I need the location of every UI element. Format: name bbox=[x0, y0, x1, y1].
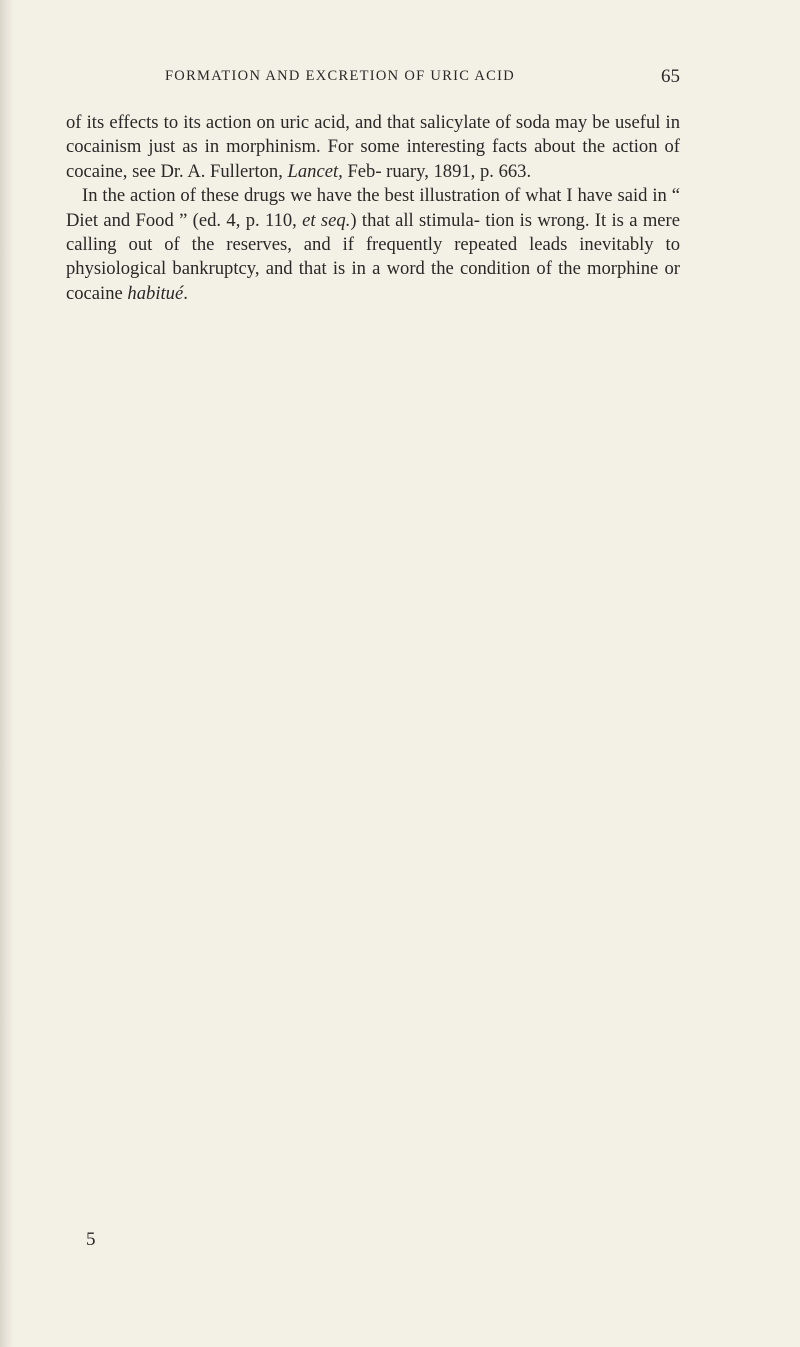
signature-mark: 5 bbox=[86, 1229, 96, 1250]
paragraph-2-text-2: ) that all stimula- tion is wrong. It is a mere calling out of the reserves, and if frequently repeated leads inevitably to physiological bankruptcy, and that is in a word the condition of the morphine or cocaine bbox=[66, 209, 680, 304]
latin-et-seq: et seq. bbox=[302, 209, 351, 231]
running-header bbox=[60, 66, 680, 88]
citation-journal-lancet: Lancet, bbox=[287, 160, 343, 182]
paragraph-1 bbox=[66, 111, 680, 184]
running-title: FORMATION AND EXCRETION OF URIC ACID bbox=[164, 68, 516, 84]
paragraph-2-text-1: In the action of these drugs we have the best illustration of what I have said in “ Diet and Food ” (ed. 4, p. 110, bbox=[66, 185, 680, 231]
paragraph-1-text-2: Feb- ruary, 1891, p. 663. bbox=[342, 160, 532, 182]
paragraph-1-text-1: of its effects to its action on uric acid, and that salicylate of soda may be useful in cocainism just as in morphinism. For some interesting facts about the action of cocaine, see Dr. A. Fullerton, bbox=[66, 112, 680, 182]
page-edge-shadow bbox=[0, 0, 14, 1347]
body-text bbox=[66, 111, 680, 306]
page-number: 65 bbox=[661, 66, 680, 87]
paragraph-2-text-3: . bbox=[183, 282, 188, 304]
paragraph-2 bbox=[66, 184, 680, 306]
term-habitue: habitué bbox=[127, 282, 184, 304]
